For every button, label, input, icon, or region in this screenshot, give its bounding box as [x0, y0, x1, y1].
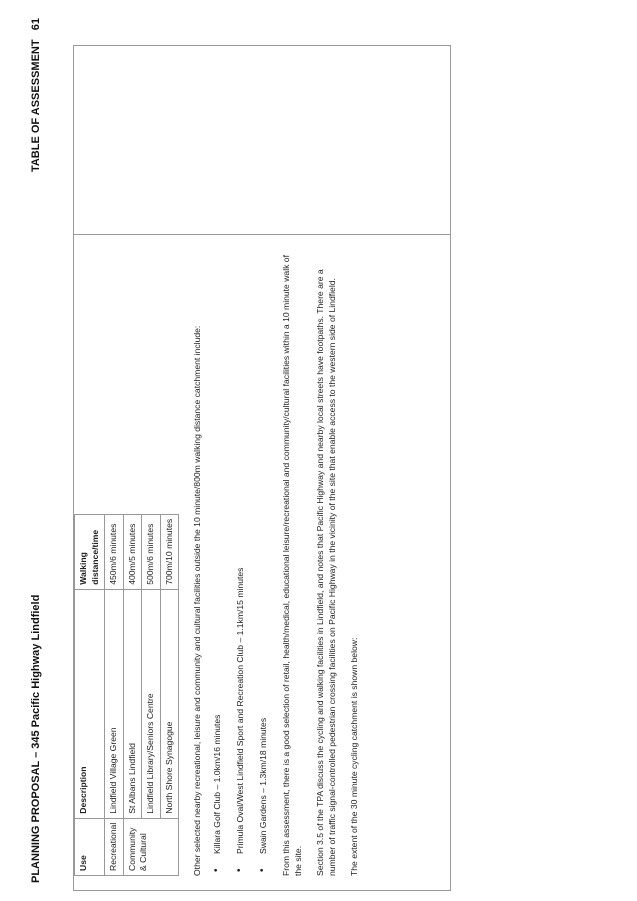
assessment-content	[74, 246, 360, 876]
page-number: 61	[30, 18, 42, 31]
cell-use: Recreational	[105, 818, 124, 875]
walking-distance-table	[74, 514, 179, 876]
list-item: • Killara Golf Club – 1.0km/16 minutes	[211, 246, 223, 876]
cell-description: North Shore Synagogue	[160, 589, 179, 818]
table-row	[123, 514, 142, 875]
facility-list	[211, 246, 269, 876]
cell-description: Lindfield Library/Seniors Centre	[142, 589, 161, 818]
table-header-row	[75, 514, 105, 875]
list-item: • Primula Oval/West Lindfield Sport and Recreation Club – 1.1km/15 minutes	[234, 246, 246, 876]
cell-use: Community & Cultural	[123, 818, 179, 875]
cell-distance: 450m/6 minutes	[105, 514, 124, 589]
column-divider	[74, 234, 450, 235]
cell-description: Lindfield Village Green	[105, 589, 124, 818]
list-item: • Swain Gardens – 1.3km/18 minutes	[257, 246, 269, 876]
cell-description: St Albans Lindfield	[123, 589, 142, 818]
section-header	[30, 18, 42, 172]
assessment-paragraph: From this assessment, there is a good selection of retail, health/medical, educational leisure/recreational and community/cultural facilities within a 10 minute walk of the site.	[281, 255, 303, 876]
cell-distance: 700m/10 minutes	[160, 514, 179, 589]
header-use: Use	[75, 818, 105, 875]
table-row	[105, 514, 124, 875]
cell-distance: 400m/5 minutes	[123, 514, 142, 589]
header-description: Description	[75, 589, 105, 818]
catchment-paragraph: The extent of the 30 minute cycling catchment is shown below:	[349, 637, 359, 876]
document-header-title: PLANNING PROPOSAL – 345 Pacific Highway Lindfield	[30, 594, 42, 883]
intro-paragraph: Other selected nearby recreational, leisure and community and cultural facilities outside the 10 minute/800m walking distance catchment include:	[192, 325, 202, 876]
assessment-table-frame	[73, 45, 451, 891]
cycling-paragraph: Section 3.5 of the TPA discuss the cycling and walking facilities in Lindfield, and notes that Pacific Highway and nearby local streets have footpaths. There are a number of traffic signal-controlled pedestrian crossing facilities on Pacific Highway in the vicinity of the site that enable access to the western side of Lindfield.	[315, 269, 337, 876]
cell-distance: 500m/6 minutes	[142, 514, 161, 589]
section-title: TABLE OF ASSESSMENT	[30, 39, 42, 173]
header-walking-distance: Walking distance/time	[75, 514, 105, 589]
